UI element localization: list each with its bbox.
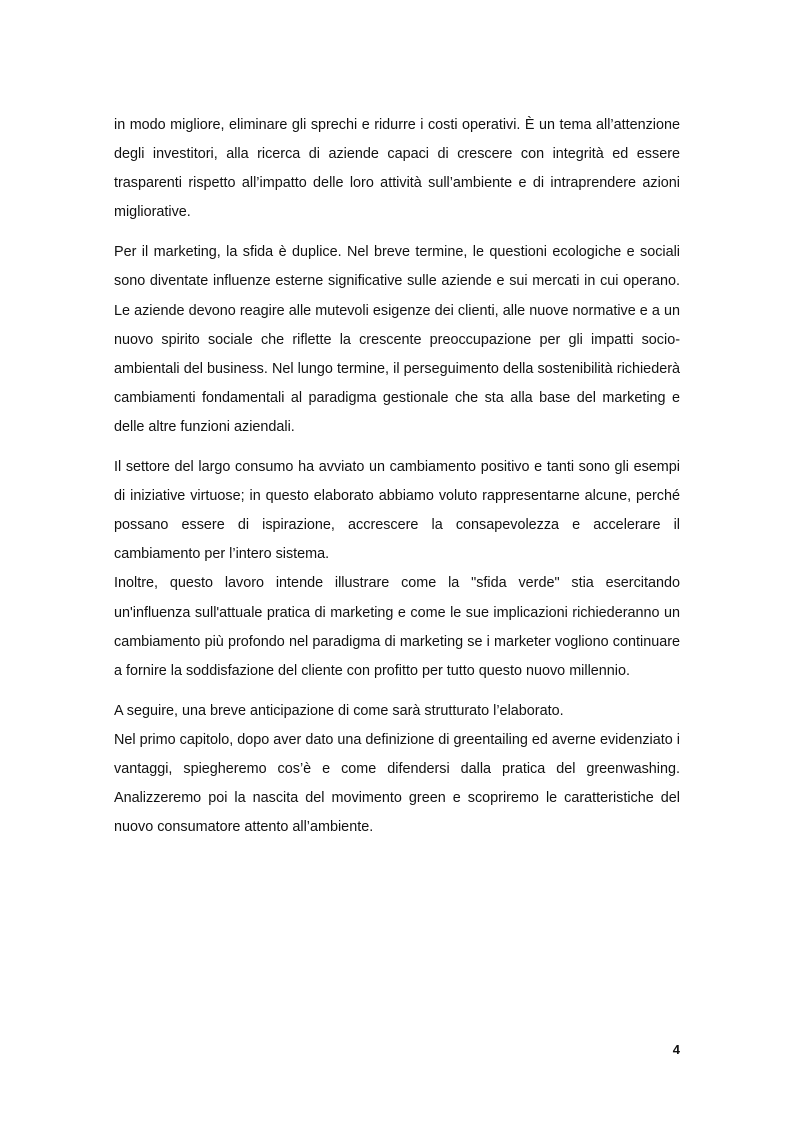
paragraph-spacer <box>114 442 680 453</box>
paragraph-spacer <box>114 686 680 697</box>
paragraph-first-chapter: Nel primo capitolo, dopo aver dato una definizione di greentailing ed averne evidenziato i vantaggi, spiegheremo cos’è e come difendersi dalla pratica del greenwashing. Analizzeremo poi la nascita del movimento green e scopriremo le caratteristiche del nuovo consumatore attento all’ambiente. <box>114 731 680 836</box>
page-number: 4 <box>672 1042 680 1057</box>
body-text <box>114 111 680 842</box>
paragraph-green-challenge: Inoltre, questo lavoro intende illustrare come la "sfida verde" stia esercitando un'influenza sull'attuale pratica di marketing e come le sue implicazioni richiederanno un cambiamento più profondo nel paradigma di marketing se i marketer vogliono continuare a fornire la soddisfazione del cliente con profitto per tutto questo nuovo millennio. <box>114 575 680 679</box>
paragraph-marketing-challenge: Per il marketing, la sfida è duplice. Nel breve termine, le questioni ecologiche e sociali sono diventate influenze esterne significative sulle aziende e sui mercati in cui operano. Le aziende devono reagire alle mutevoli esigenze dei clienti, alle nuove normative e a un nuovo spirito sociale che riflette la crescente preoccupazione per gli impatti socio-ambientali del business. Nel lungo termine, il perseguimento della sostenibilità richiederà cambiamenti fondamentali al paradigma gestionale che sta alla base del marketing e delle altre funzioni aziendali. <box>114 244 680 435</box>
paragraph-structure-preview: A seguire, una breve anticipazione di come sarà strutturato l’elaborato. <box>114 702 564 719</box>
paragraph-consumer-sector: Il settore del largo consumo ha avviato un cambiamento positivo e tanti sono gli esempi di iniziative virtuose; in questo elaborato abbiamo voluto rappresentarne alcune, perché possano essere di ispirazione, accrescere la consapevolezza e accelerare il cambiamento per l’intero sistema. <box>114 459 680 563</box>
paragraph-spacer <box>114 227 680 238</box>
paragraph-intro-continuation: in modo migliore, eliminare gli sprechi e ridurre i costi operativi. È un tema all’attenzione degli investitori, alla ricerca di aziende capaci di crescere con integrità ed essere trasparenti rispetto all’impatto delle loro attività sull’ambiente e di intraprendere azioni migliorative. <box>114 117 680 221</box>
